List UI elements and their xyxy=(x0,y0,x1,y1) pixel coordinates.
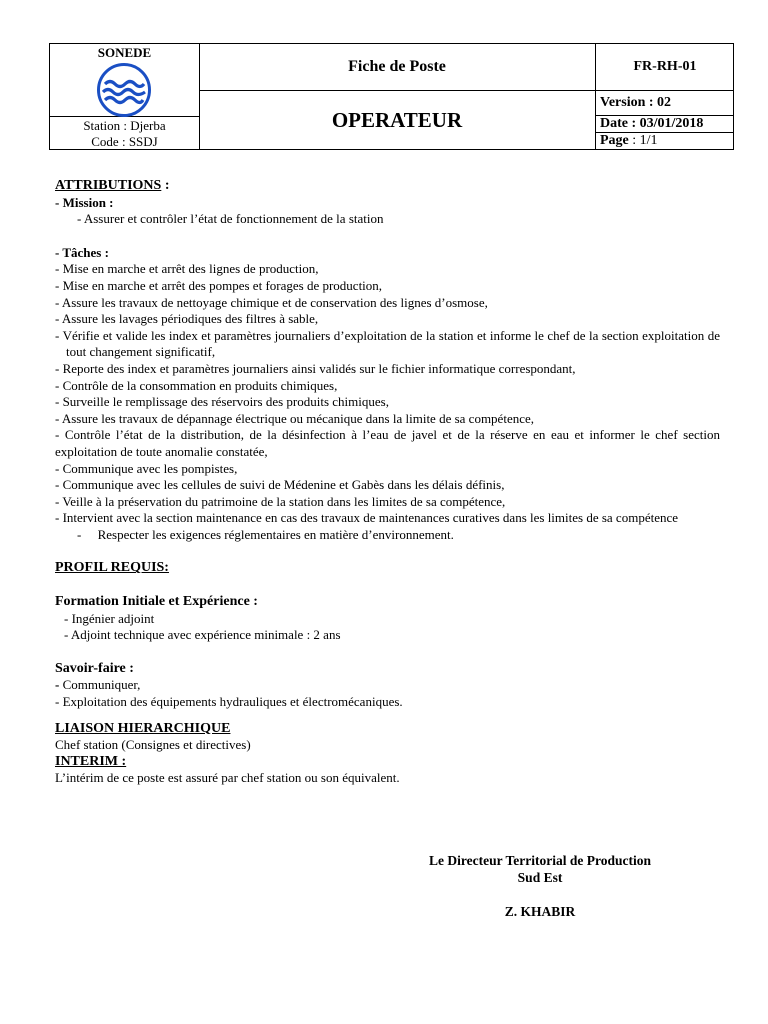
mission-item: - Assurer et contrôler l’état de fonctionnement de la station xyxy=(77,211,384,227)
task-item: - Assure les travaux de nettoyage chimique et de conservation des lignes d’osmose, xyxy=(55,294,488,310)
task-item: - Reporte des index et paramètres journaliers ainsi validés sur le fichier informatique correspondant, xyxy=(55,360,576,376)
tasks-label: - Tâches : xyxy=(55,244,109,260)
signatory-name: Z. KHABIR xyxy=(504,904,576,919)
signatory-title: Le Directeur Territorial de Production xyxy=(429,853,651,868)
task-item: - Mise en marche et arrêt des pompes et forages de production, xyxy=(55,277,383,293)
version-label: Version : 02 xyxy=(600,95,672,110)
document-body xyxy=(55,178,720,787)
task-item: - Contrôle de la consommation en produits chimiques, xyxy=(55,377,338,393)
task-item: - Veille à la préservation du patrimoine de la station dans les limites de sa compétence, xyxy=(55,493,506,509)
task-item: - Intervient avec la section maintenance en cas des travaux de maintenances curatives dans les limites de sa compétence xyxy=(55,510,679,526)
document-type: Fiche de Poste xyxy=(348,58,446,75)
task-item: - Surveille le remplissage des réservoirs des produits chimiques, xyxy=(55,394,389,410)
page-number xyxy=(600,133,658,149)
document-reference: FR-RH-01 xyxy=(633,59,697,74)
station-info xyxy=(50,118,199,150)
attributions-heading: ATTRIBUTIONS : xyxy=(55,178,170,193)
savoir-faire-label: Savoir-faire : xyxy=(55,660,134,676)
task-item: - Assure les travaux de dépannage électrique ou mécanique dans la limite de sa compétence, xyxy=(55,410,535,426)
task-item: - Assure les lavages périodiques des filtres à sable, xyxy=(55,311,319,327)
task-item: - Mise en marche et arrêt des lignes de production, xyxy=(55,261,319,277)
org-name: SONEDE xyxy=(97,45,152,60)
savoir-faire-item: - Communiquer, xyxy=(55,677,141,693)
station-name: Station : Djerba xyxy=(83,118,166,133)
formation-item: - Adjoint technique avec expérience minimale : 2 ans xyxy=(64,627,341,643)
station-code: Code : SSDJ xyxy=(91,134,158,149)
interim-heading: INTERIM : xyxy=(55,753,127,769)
liaison-text: Chef station (Consignes et directives) xyxy=(55,737,251,753)
formation-label: Formation Initiale et Expérience : xyxy=(55,594,258,610)
formation-item: - Ingénier adjoint xyxy=(64,610,155,626)
task-item: - Vérifie et valide les index et paramètres journaliers d’exploitation de la station et informe le chef de la section exploitation de tout changement significatif, xyxy=(55,327,720,360)
environment-item: - Respecter les exigences réglementaires en matière d’environnement. xyxy=(77,526,454,542)
signature-block xyxy=(330,852,750,920)
task-item: - Contrôle l’état de la distribution, de la désinfection à l’eau de javel et de la réserve en eau et informer le chef section exploitation de toute anomalie constatée, xyxy=(55,427,720,459)
document-header-table xyxy=(49,43,734,150)
task-item: - Communique avec les cellules de suivi de Médenine et Gabès dans les délais définis, xyxy=(55,477,505,493)
liaison-heading: LIAISON HIERARCHIQUE xyxy=(55,720,231,736)
job-title: OPERATEUR xyxy=(331,107,463,132)
interim-text: L’intérim de ce poste est assuré par chef station ou son équivalent. xyxy=(55,770,400,786)
mission-label: - Mission : xyxy=(55,194,114,210)
sonede-logo-icon xyxy=(96,62,152,118)
signatory-region: Sud Est xyxy=(517,870,563,885)
page-label: Page xyxy=(600,133,629,148)
savoir-faire-item: - Exploitation des équipements hydrauliques et électromécaniques. xyxy=(55,694,403,710)
page-value: : 1/1 xyxy=(628,133,658,148)
task-item: - Communique avec les pompistes, xyxy=(55,460,238,476)
date-label: Date : 03/01/2018 xyxy=(600,116,704,131)
profil-heading: PROFIL REQUIS: xyxy=(55,560,169,576)
